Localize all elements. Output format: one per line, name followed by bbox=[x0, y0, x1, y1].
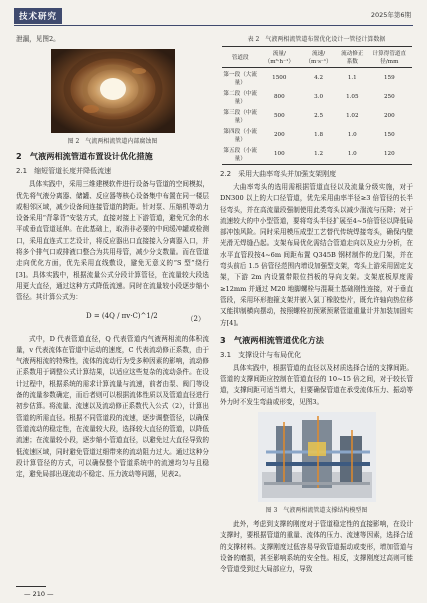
table-cell: 150 bbox=[383, 132, 395, 139]
table-cell: 200 bbox=[383, 112, 395, 119]
table-cell: 250 bbox=[383, 93, 395, 100]
table-cell: 1500 bbox=[272, 74, 287, 81]
table-cell: 159 bbox=[383, 74, 395, 81]
table-cell: 800 bbox=[273, 93, 285, 100]
table-row bbox=[222, 87, 412, 106]
intro-tail: 泄漏，见图2。 bbox=[16, 35, 60, 43]
paragraph-elbow-support: 大曲率弯头的选用需根据管道直径以及流量分级实施，对于 DN300 以上的大口径管道，优先采用曲率半径≥3 倍管径的长半径弯头，并在高流量段强制使用此类弯头以减少湍流与压降；对于流速较大的中小型管道，要将弯头半径扩展至4~5倍管径以降低局部冲蚀风险。同时采用模压成型工艺替代传统焊接弯头，确保内壁光滑无焊缝凸起。支架布局优化需结合管道走向以及应力分析，在水平直管段按4~6m 间距布置 Q345B 钢材制作的龙门架，并在弯头前后 1.5 倍管径范围内增设加强型支架，弯头上游采用固定支架，下游 2m 内设置带限位挡板的导向支架。支架底板厚度需≥12mm 并通过 M20 地脚螺栓与混凝土基础刚性连接，对于垂直管段，采用环形抱箍支架并嵌入氯丁橡胶垫片，既允许轴向热位移又能抑制横向摆动，按照螺栓初预紧预紧管道重量计并加装加固实方[4]。 bbox=[220, 182, 413, 327]
section-3-title: 3 气液两相流管道优化方法 bbox=[220, 334, 324, 345]
table-cell: 第一段（大流量） bbox=[223, 71, 257, 86]
section-tag: 技术研究 bbox=[14, 8, 62, 24]
table-cell: 第二段（中流量） bbox=[223, 90, 257, 105]
table-cell: 100 bbox=[259, 145, 300, 165]
figure-3-caption: 图 3 气液两相流管道支撑结构模型图 bbox=[265, 506, 368, 514]
formula-number: （2） bbox=[186, 314, 205, 323]
table-cell: 4.2 bbox=[314, 74, 324, 81]
table-cell: 3.0 bbox=[314, 93, 324, 100]
section-2-title: 2 气液两相流管道布置设计优化措施 bbox=[16, 151, 153, 162]
table-cell: 1.0 bbox=[347, 132, 357, 139]
page-header bbox=[0, 0, 427, 26]
page-number: — 210 — bbox=[24, 590, 54, 598]
paragraph-support-stiffness: 此外，考虑到支撑的刚度对于管道稳定性的直接影响，在设计支撑时，要根据管道的重量、流体的压力、流速等因素，选择合适的支撑材料。支撑刚度过低容易导致管道振动或变形，增加管道与设备的磨损，甚至影响系统的安全性。相反，支撑刚度过高则可能令管道受到过大局部应力，导致 bbox=[220, 519, 413, 574]
table-cell: 200 bbox=[273, 132, 285, 139]
table-cell: 1.1 bbox=[347, 74, 357, 81]
table-cell: 1.02 bbox=[346, 112, 359, 119]
table-header-cell: 流速/（m·s⁻¹） bbox=[300, 47, 338, 68]
subsection-3-1-title: 3.1 支撑设计与布局优化 bbox=[220, 350, 302, 359]
pipe-diameter-table bbox=[222, 46, 412, 165]
table-cell: 第五段（小流量） bbox=[222, 145, 259, 165]
diameter-formula bbox=[16, 306, 209, 332]
paragraph-layout-optimization: 具体实践中，采用三维建模软件进行设备与管道的空间模拟，优先将气液分离器、储罐、反应器等核心设备集中布置在同一楼层或相邻区域，减少设备间连接管道的跨距。针对泵、压缩机等动力设备采用“背靠背”安装方式，直接对接上下游管道，避免冗余的水平或垂直管道延伸。在此基础上，取消非必要的中间缓冲罐或检测口，采用直连式工艺设计，将反应器出口直接接入分离器入口，并将多个排气口或排液口整合为共用母管，减少分支数量。而在管道走向优化方面，优先采用直线敷设，避免无意义的“S 型”绕行[3]。具体实践中，根据流量公式分段计算管径，在流量较大段选用更大直径，通过这种方式降低流速。同时在流量较小段逐步缩小管径。其计算公式为： bbox=[16, 180, 209, 302]
support-structure-model-figure bbox=[258, 412, 376, 502]
table-row bbox=[222, 126, 412, 145]
table-row bbox=[222, 145, 412, 165]
paragraph-formula-explanation: 式中，D 代表管道直径，Q 代表管道内气液两相流的体积流量，v 代表流体在管道中运动的速度，C 代表流动修正系数，由于气液两相流的特殊性，流体的流动行为受多种因素的影响，流动修正系数用于调整公式计算结果，以适应这些复杂的流动条件。在设计过程中，根据系统的需求计算流量与流速，前者由泵、阀门等设备的流量参数确定，而后者则可以根据流体性质以及管道直径进行初步估算。将流量、流速以及流动修正系数代入公式（2），计算出管道的所需直径。根据不同管道段的流速，逐步调整管径，以确保管道流动的稳定性，在流量较大段，选择较大直径的管道，以降低流速；在流量较小段，逐步缩小管道直径，以避免过大直径导致的低流速区域，同时避免管道过细带来的流动阻力过大。通过这种分段计算管径的方式，可以确保整个管道系统中的流速均匀与且稳定，避免局部出现流动不稳定、压力波动等问题，见表2。 bbox=[16, 334, 209, 479]
header-divider bbox=[14, 25, 413, 26]
table-cell: 2.5 bbox=[314, 112, 324, 119]
table-header-cell: 计算得管道直径/mm bbox=[367, 47, 411, 68]
pipe-corrosion-photo bbox=[51, 49, 175, 133]
right-column bbox=[220, 34, 413, 575]
figure-2-caption: 图 2 气流两相流管道内部腐蚀图 bbox=[67, 138, 158, 146]
table-header-cell: 管道段 bbox=[222, 47, 259, 68]
table-2-title: 表 2 气液两相流管道布置优化设计一管径计算数据 bbox=[247, 36, 386, 43]
subsection-2-2-title: 2.2 采用大曲率弯头并加强支架刚度 bbox=[220, 169, 337, 178]
table-cell: 120 bbox=[367, 145, 411, 165]
table-cell: 1.8 bbox=[314, 132, 324, 139]
table-header-cell: 流动修正系数 bbox=[337, 47, 367, 68]
subsection-2-1-title: 2.1 缩短管道长度并降低流速 bbox=[16, 167, 112, 176]
table-row bbox=[222, 68, 412, 88]
paragraph-support-spacing: 具体实践中，根据管道的直径以及材质选择合适的支撑间距。管道的支撑间距应控制在管道直径的 10~15 倍之间，对于较长管道，支撑间距可适当增大，但要确保管道在承受流体压力、振动等外力时不发生弯曲或形变，见图3。 bbox=[220, 363, 413, 406]
left-column bbox=[16, 34, 209, 480]
table-cell: 500 bbox=[273, 112, 285, 119]
table-cell: 第四段（小流量） bbox=[223, 129, 257, 144]
table-cell: 第三段（中流量） bbox=[223, 109, 257, 124]
table-header-cell: 流量/（m³·h⁻¹） bbox=[259, 47, 300, 68]
table-row bbox=[222, 106, 412, 125]
issue-label: 2025年第6期 bbox=[370, 11, 411, 19]
table-cell: 1.0 bbox=[337, 145, 367, 165]
table-cell: 1.05 bbox=[346, 93, 359, 100]
footer-rule bbox=[16, 586, 46, 587]
table-header-row bbox=[222, 47, 412, 68]
formula-expression: D = (4Q / πv·C)^1/2 bbox=[86, 311, 158, 320]
table-cell: 1.2 bbox=[300, 145, 338, 165]
